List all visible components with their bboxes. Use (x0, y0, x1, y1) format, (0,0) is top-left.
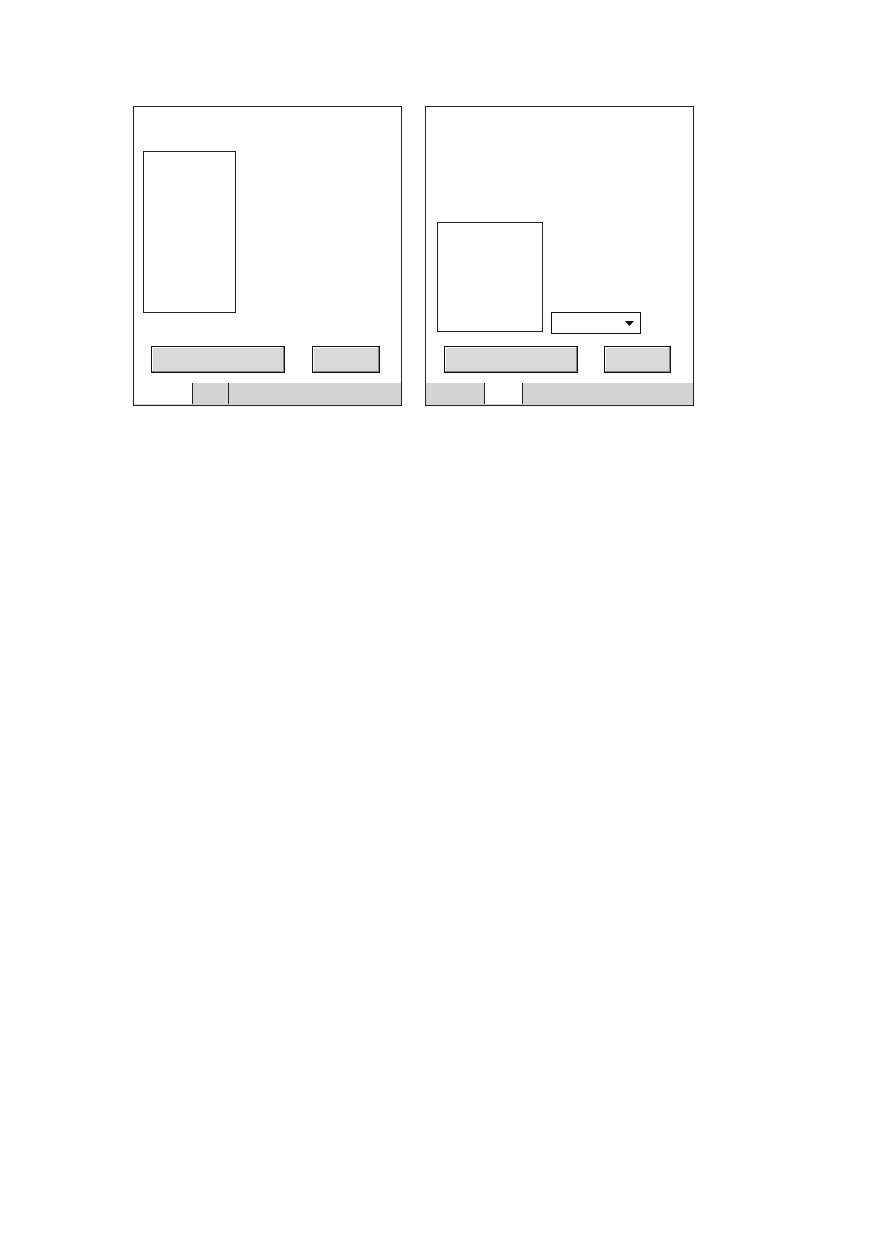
tab-measure[interactable] (134, 383, 193, 404)
save-and-return-button[interactable] (444, 346, 578, 373)
current-ranges-group (143, 151, 236, 313)
measurement-settings-window (133, 106, 402, 406)
save-and-return-button[interactable] (151, 346, 285, 373)
tab-plot[interactable] (485, 383, 523, 404)
plot-settings-window (425, 106, 694, 406)
tab-measure[interactable] (426, 383, 485, 404)
tab-bar (134, 383, 401, 405)
help-button[interactable] (604, 346, 671, 373)
tab-plot[interactable] (193, 383, 229, 404)
picture-size-dropdown[interactable] (551, 312, 641, 334)
help-button[interactable] (312, 346, 380, 373)
tab-bar (426, 383, 693, 405)
smooth-window-group (437, 222, 543, 332)
chevron-down-icon (625, 321, 634, 327)
